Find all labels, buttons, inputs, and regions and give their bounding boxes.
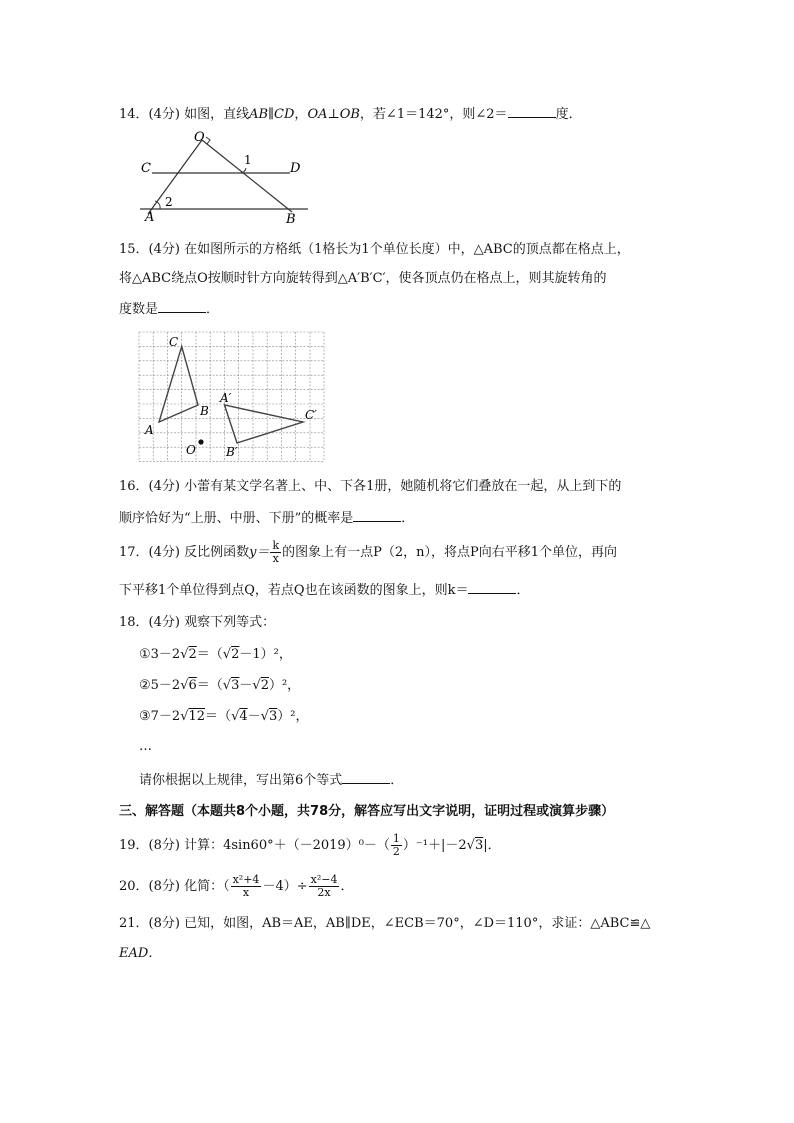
label-O: O — [194, 130, 205, 145]
q15-grid-figure — [137, 330, 327, 464]
q17-prefix: 17．(4分) 反比例函数 — [119, 545, 250, 560]
q20-f2-denominator: 2x — [317, 886, 331, 899]
q18-eq3-minus: － — [247, 709, 261, 724]
question-21 — [119, 914, 679, 934]
q14-prefix: 14．(4分) 如图，直线 — [119, 107, 250, 122]
q20-f1-numerator: x²+4 — [232, 873, 260, 886]
q20-fraction-1 — [231, 874, 262, 899]
label-A: A — [145, 210, 155, 225]
q17-answer-blank[interactable] — [468, 580, 516, 594]
q18-eq2-root3: 2 — [260, 678, 269, 693]
label-D: D — [290, 161, 301, 176]
q18-eq1-root2: 2 — [231, 647, 240, 662]
q16-line1: 16．(4分) 小蕾有某文学名著上、中、下各1册，她随机将它们叠放在一起，从上到下的 — [119, 479, 622, 494]
q19-frac-denominator: 2 — [392, 845, 400, 858]
q18-eq2-minus: － — [239, 678, 253, 693]
section-3-heading: 三、解答题（本题共8个小题，共78分，解答应写出文字说明，证明过程或演算步骤） — [119, 804, 615, 819]
q18-eq3-b: ＝（ — [205, 709, 232, 724]
q17-line2-prefix: 下平移1个单位得到点Q，若点Q也在该函数的图象上，则k＝ — [119, 583, 469, 598]
q18-eq2-root1: 6 — [188, 678, 197, 693]
q18-eq3-root1: 12 — [188, 709, 206, 724]
q19-root: 3 — [474, 838, 484, 853]
q18-answer-blank[interactable] — [342, 770, 390, 784]
q17-line2-suffix: ． — [516, 583, 530, 598]
q18-title: 18．(4分) 观察下列等式： — [119, 615, 276, 630]
q20-f1-denominator: x — [242, 886, 250, 899]
q21-line2: EAD． — [119, 946, 162, 961]
q15-line3-suffix: ． — [206, 302, 220, 317]
q18-eq1-root1: 2 — [188, 647, 197, 662]
grid-label-C: C — [169, 335, 179, 349]
grid-label-A: A — [145, 423, 154, 437]
q14-condition: ，若∠1＝142°，则∠2＝ — [359, 107, 508, 122]
q20-suffix: ． — [340, 879, 354, 894]
point-O — [198, 439, 203, 444]
q18-dots: … — [139, 739, 152, 754]
q15-answer-blank[interactable] — [158, 299, 206, 313]
q15-line3-prefix: 度数是 — [119, 302, 159, 317]
question-15-line2 — [119, 269, 679, 289]
q19-frac-numerator: 1 — [392, 832, 400, 845]
q19-fraction — [391, 833, 402, 858]
q20-f2-numerator: x²−4 — [310, 873, 338, 886]
q19-prefix: 19．(8分) 计算：4sin60°＋（－2019）⁰－（ — [119, 838, 390, 853]
q20-mid: －4）÷ — [262, 879, 308, 894]
grid-label-C2: C′ — [305, 408, 317, 422]
q21-line1: 21．(8分) 已知，如图，AB＝AE，AB∥DE，∠ECB＝70°，∠D＝110°，求证：△ABC≌△ — [119, 916, 651, 931]
q18-eq3-a: ③7－2 — [139, 709, 181, 724]
q20-fraction-2 — [309, 874, 340, 899]
q18-ask-prefix: 请你根据以上规律，写出第6个等式 — [139, 773, 343, 788]
q14-figure — [136, 128, 316, 228]
q15-line2: 将△ABC绕点O按顺时针方向旋转得到△A′B′C′，使各顶点仍在格点上，则其旋转角的 — [119, 271, 607, 286]
q18-eq1-a: ①3－2 — [139, 647, 181, 662]
question-17-line2 — [119, 580, 679, 601]
q18-equation-3: ③7－2√12＝（√4－√3）²， — [139, 709, 309, 724]
q14-oa-ob: OA⊥OB — [307, 107, 360, 122]
segment-oa — [148, 140, 202, 214]
question-16-line2 — [119, 508, 679, 529]
q17-frac-denominator: x — [272, 552, 279, 565]
label-B: B — [286, 212, 296, 227]
question-20 — [119, 874, 679, 899]
grid-label-A2: A′ — [220, 391, 232, 405]
segment-ob — [202, 140, 292, 212]
label-2: 2 — [165, 195, 173, 209]
grid-label-O: O — [186, 443, 196, 457]
q14-suffix: 度． — [555, 107, 582, 122]
q18-equation-2: ②5－2√6＝（√3－√2）²， — [139, 678, 301, 693]
q14-ab-cd: AB∥CD — [249, 107, 295, 122]
q19-suffix: |． — [483, 838, 501, 853]
q18-equation-1: ①3－2√2＝（√2－1）²， — [139, 647, 292, 662]
question-17 — [119, 540, 679, 565]
q18-eq2-c: ）²， — [268, 678, 301, 693]
angle-2-arc — [155, 201, 160, 209]
q18-eq1-b: ＝（ — [196, 647, 223, 662]
q19-mid: ）⁻¹＋|－2 — [402, 838, 467, 853]
q15-line1: 15．(4分) 在如图所示的方格纸（1格长为1个单位长度）中，△ABC的顶点都在格点上， — [119, 242, 630, 257]
question-16 — [119, 477, 679, 497]
label-1: 1 — [244, 153, 252, 167]
q17-fraction — [270, 540, 281, 565]
grid-label-B2: B′ — [226, 445, 238, 459]
question-21-line2 — [119, 944, 679, 964]
q18-eq2-a: ②5－2 — [139, 678, 181, 693]
q14-sep: ， — [294, 107, 308, 122]
question-18 — [119, 613, 679, 633]
q18-eq3-root2: 4 — [239, 709, 248, 724]
q18-ask-suffix: ． — [390, 773, 404, 788]
label-C: C — [141, 161, 151, 176]
q18-eq1-c: －1）²， — [239, 647, 292, 662]
q14-answer-blank[interactable] — [508, 104, 556, 118]
q20-prefix: 20．(8分) 化简：（ — [119, 879, 230, 894]
triangle-a2b2c2 — [225, 405, 304, 443]
q18-ask — [139, 770, 699, 791]
q17-y-eq: y＝ — [249, 545, 270, 560]
question-19: 19．(8分) 计算：4sin60°＋（－2019）⁰－（ $\frac{1}{2}$ ）⁻¹＋|－2√3|． — [119, 832, 501, 858]
question-15 — [119, 240, 679, 260]
q17-frac-numerator: k — [272, 539, 280, 552]
q16-line2-suffix: ． — [401, 511, 415, 526]
q18-eq3-root3: 3 — [268, 709, 278, 724]
q16-answer-blank[interactable] — [353, 508, 401, 522]
q18-eq3-c: ）²， — [277, 709, 309, 724]
triangle-abc — [159, 346, 198, 422]
question-15-line3 — [119, 299, 679, 320]
q18-eq2-b: ＝（ — [196, 678, 223, 693]
question-14 — [119, 104, 679, 125]
q18-ellipsis — [139, 737, 699, 757]
q16-line2-prefix: 顺序恰好为“上册、中册、下册”的概率是 — [119, 511, 354, 526]
q17-rest1: 的图象上有一点P（2，n），将点P向右平移1个单位，再向 — [282, 545, 618, 560]
q18-eq2-root2: 3 — [231, 678, 240, 693]
grid-label-B: B — [200, 404, 209, 418]
